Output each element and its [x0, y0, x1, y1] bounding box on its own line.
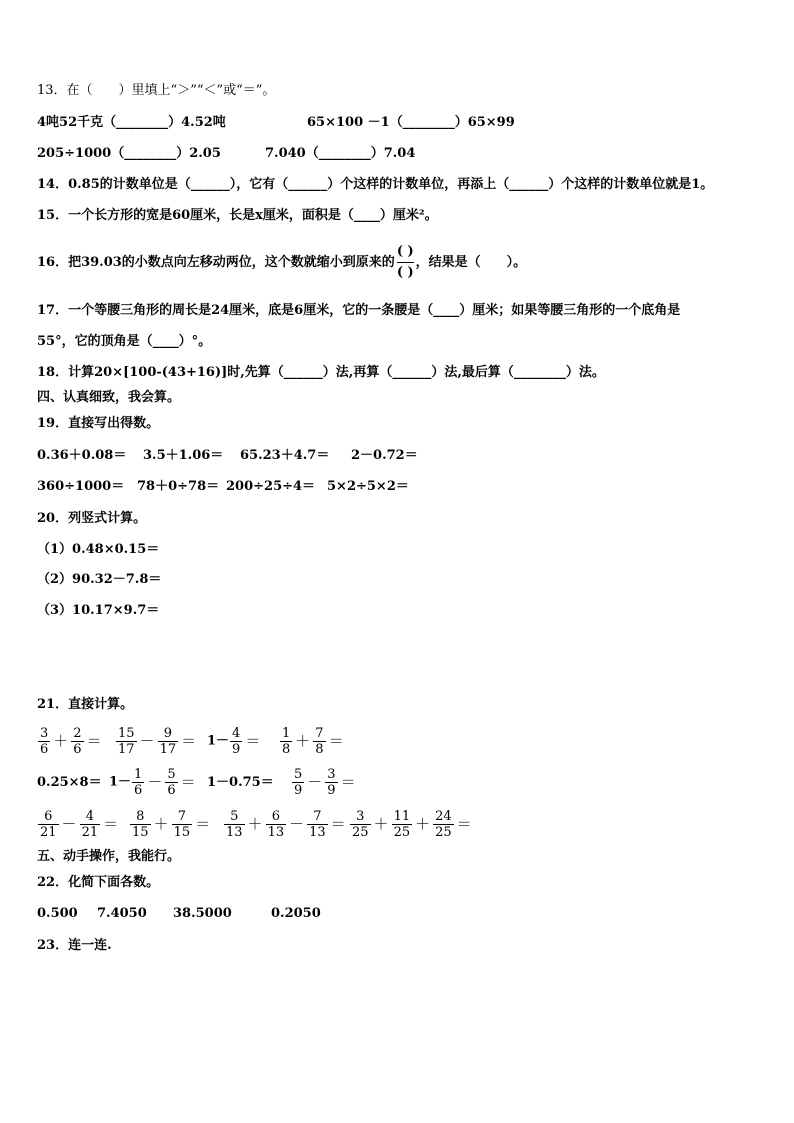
q19-item: 0.36＋0.08＝: [37, 448, 127, 463]
fraction: $\frac{24}{25}$: [435, 808, 452, 840]
q19-item: 360÷1000＝: [37, 479, 125, 494]
fraction: $\frac{7}{8}$: [315, 725, 324, 757]
q22-item: 0.500: [37, 906, 78, 921]
q13-item: 4吨52千克（________）4.52吨: [37, 115, 226, 130]
fraction: $\frac{9}{17}$: [159, 725, 177, 757]
fraction: $\frac{3}{9}$: [327, 766, 336, 798]
q19-item: 3.5＋1.06＝: [143, 448, 224, 463]
q14: 14．0.85的计数单位是（______），它有（______）个这样的计数单位，再添上（______）个这样的计数单位就是1。: [37, 177, 714, 192]
q16: [37, 242, 526, 284]
q17-line1: 17．一个等腰三角形的周长是24厘米，底是6厘米，它的一条腰是（____）厘米；如果等腰三角形的一个底角是: [37, 303, 681, 318]
fraction: $\frac{3}{6}$: [40, 725, 49, 757]
fraction: $\frac{1}{6}$: [134, 766, 143, 798]
q16-blank-fraction: [397, 242, 414, 283]
q15: 15．一个长方形的宽是60厘米，长是x厘米，面积是（____）厘米²。: [37, 208, 438, 223]
fraction: $\frac{1}{8}$: [282, 725, 291, 757]
q13-row2: [37, 145, 415, 163]
fraction: $\frac{4}{9}$: [232, 725, 241, 757]
q19-item: 200÷25÷4＝: [226, 479, 316, 494]
fraction: $\frac{4}{21}$: [81, 808, 99, 840]
q19-item: 78＋0÷78＝: [137, 479, 220, 494]
q22-item: 0.2050: [271, 906, 321, 921]
q21-expr: $\frac{6}{21}$ － $\frac{4}{21}$ ＝: [40, 808, 119, 840]
q21-row2: [37, 763, 358, 802]
section-4-heading: 四、认真细致，我会算。: [37, 390, 181, 405]
q21-row3: [37, 805, 474, 844]
fraction: $\frac{15}{17}$: [118, 725, 135, 757]
q17-line2: 55°，它的顶角是（____）°。: [37, 334, 212, 349]
q20-item-1: （1）0.48×0.15＝: [37, 542, 160, 557]
q22-title: 22．化简下面各数。: [37, 875, 160, 890]
q19-row1: [37, 447, 418, 465]
fraction: $\frac{5}{13}$: [226, 808, 243, 840]
q21-expr: $\frac{5}{9}$ － $\frac{3}{9}$ ＝: [294, 766, 356, 798]
q20-item-2: （2）90.32－7.8＝: [37, 572, 162, 587]
q21-expr: $\frac{1}{8}$ ＋ $\frac{7}{8}$ ＝: [282, 725, 344, 757]
fraction: $\frac{7}{13}$: [309, 808, 326, 840]
q13-item: 65×100 －1（________）65×99: [307, 115, 515, 130]
q16-after: ，结果是（ ）。: [415, 255, 527, 270]
q22-item: 7.4050: [97, 906, 147, 921]
q18: 18．计算20×[100-(43+16)]时,先算（______）法,再算（______）法,最后算（________）法。: [37, 365, 605, 380]
fraction: $\frac{2}{6}$: [73, 725, 82, 757]
fraction: $\frac{6}{21}$: [40, 808, 57, 840]
q19-title: 19．直接写出得数。: [37, 416, 160, 431]
q21-expr: 1－ $\frac{4}{9}$ ＝: [207, 725, 261, 757]
q21-expr: $\frac{5}{13}$ ＋ $\frac{6}{13}$ － $\frac{7}{13}$ ＝: [226, 808, 346, 840]
q21-expr: 1－0.75＝: [207, 774, 274, 790]
q13-item: 205÷1000（________）2.05: [37, 146, 221, 161]
fraction: $\frac{5}{9}$: [294, 766, 303, 798]
section-5-heading: 五、动手操作，我能行。: [37, 849, 181, 864]
q16-frac-den: ( ): [397, 262, 414, 283]
q21-expr: 1－ $\frac{1}{6}$ － $\frac{5}{6}$ ＝: [109, 766, 196, 798]
q20-title: 20．列竖式计算。: [37, 511, 147, 526]
q21-title: 21．直接计算。: [37, 697, 134, 712]
fraction: $\frac{8}{15}$: [132, 808, 149, 840]
q20-item-3: （3）10.17×9.7＝: [37, 603, 160, 618]
q19-item: 5×2÷5×2＝: [327, 479, 409, 494]
q16-before: 16．把39.03的小数点向左移动两位，这个数就缩小到原来的: [37, 255, 395, 270]
q19-item: 2－0.72＝: [351, 448, 418, 463]
q19-row2: [37, 478, 409, 496]
q21-expr: $\frac{8}{15}$ ＋ $\frac{7}{15}$ ＝: [132, 808, 211, 840]
q19-item: 65.23＋4.7＝: [240, 448, 330, 463]
q13-title: 13．在（ ）里填上“＞”“＜”或“＝”。: [37, 83, 276, 98]
q13-item: 7.040（________）7.04: [265, 146, 416, 161]
q23-title: 23．连一连.: [37, 938, 112, 953]
q21-row1: [37, 722, 346, 761]
fraction: $\frac{7}{15}$: [173, 808, 191, 840]
q22-item: 38.5000: [173, 906, 232, 921]
q21-expr: $\frac{3}{6}$ ＋ $\frac{2}{6}$ ＝: [40, 725, 102, 757]
q22-row: [37, 905, 321, 923]
q21-expr: $\frac{15}{17}$ － $\frac{9}{17}$ ＝: [118, 725, 197, 757]
fraction: $\frac{3}{25}$: [352, 808, 369, 840]
q21-expr: 0.25×8＝: [37, 774, 102, 790]
q13-row1: [37, 114, 515, 132]
q16-frac-num: ( ): [396, 244, 414, 259]
fraction: $\frac{6}{13}$: [267, 808, 285, 840]
fraction: $\frac{11}{25}$: [393, 808, 411, 840]
q21-expr: $\frac{3}{25}$ ＋ $\frac{11}{25}$ ＋ $\frac{24}{25}$ ＝: [352, 808, 472, 840]
fraction: $\frac{5}{6}$: [167, 766, 176, 798]
